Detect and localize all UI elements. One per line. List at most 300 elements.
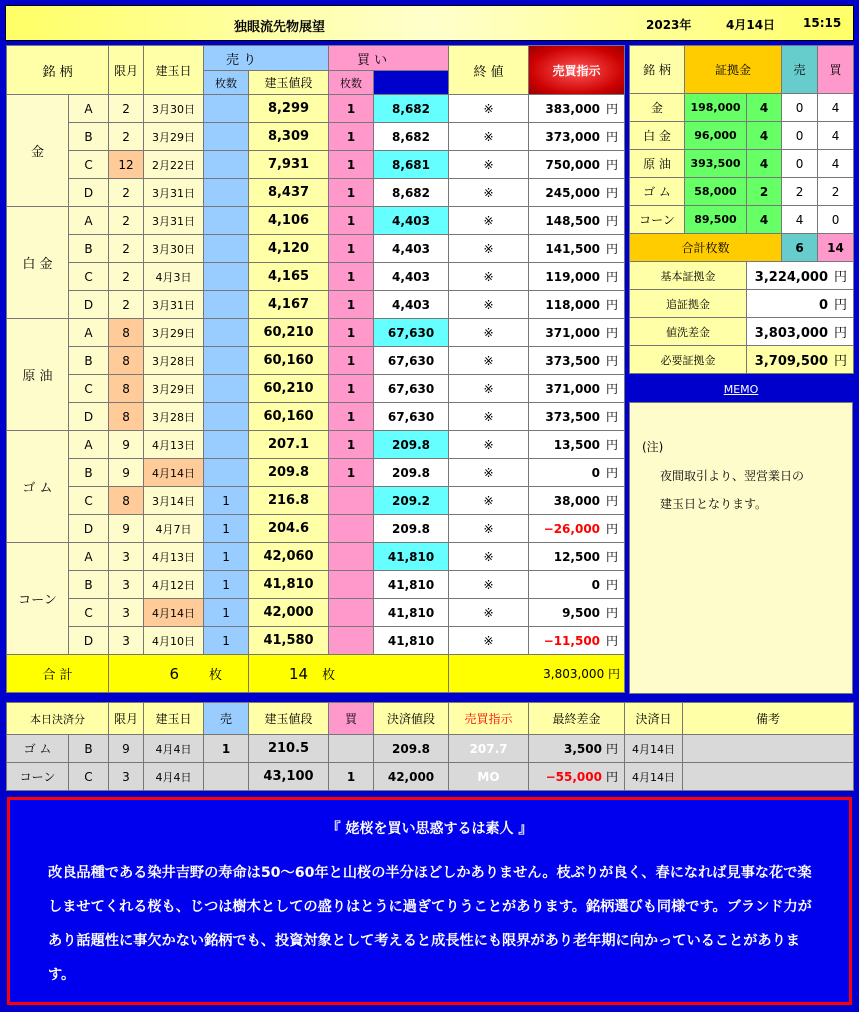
valuation-diff (529, 459, 625, 487)
buy-count: 1 (329, 459, 374, 487)
contract-month: 8 (109, 403, 144, 431)
settle-close: 42,000 (374, 763, 449, 791)
margin-multiplier: 4 (747, 94, 782, 122)
close-price: 67,630 (374, 319, 449, 347)
entry-date: 3月28日 (144, 347, 204, 375)
header-date: 4月14日 (726, 18, 776, 32)
close-price: 41,810 (374, 571, 449, 599)
entry-price: 8,299 (249, 95, 329, 123)
settle-final-value: −55,000 (545, 770, 602, 784)
entry-price: 4,165 (249, 263, 329, 291)
contract-month: 8 (109, 347, 144, 375)
entry-price: 4,106 (249, 207, 329, 235)
trade-instruction[interactable]: ※ (449, 95, 529, 123)
trade-instruction[interactable]: ※ (449, 123, 529, 151)
buy-count (329, 487, 374, 515)
valuation-value: 9,500 (562, 606, 601, 620)
margin-multiplier: 2 (747, 178, 782, 206)
valuation-diff (529, 151, 625, 179)
valuation-diff (529, 235, 625, 263)
position-row (7, 375, 625, 403)
entry-price: 4,167 (249, 291, 329, 319)
yen-unit: 円 (606, 270, 619, 284)
yen-unit: 円 (606, 214, 619, 228)
entry-date: 3月31日 (144, 291, 204, 319)
margin-amount: 393,500 (685, 150, 747, 178)
close-price: 4,403 (374, 263, 449, 291)
entry-price: 216.8 (249, 487, 329, 515)
margin-amount: 58,000 (685, 178, 747, 206)
buy-count: 1 (329, 151, 374, 179)
buy-count: 1 (329, 207, 374, 235)
valuation-diff (529, 207, 625, 235)
col-buy-count: 枚数 (329, 71, 374, 95)
settlement-row (7, 735, 854, 763)
contract-month: 12 (109, 151, 144, 179)
entry-date: 4月13日 (144, 543, 204, 571)
entry-price: 60,160 (249, 347, 329, 375)
summary-value (747, 262, 854, 290)
sell-count (204, 375, 249, 403)
sell-count (204, 235, 249, 263)
sell-count: 1 (204, 599, 249, 627)
contract-month: 2 (109, 207, 144, 235)
commodity-name: 金 (7, 95, 69, 207)
contract-month: 2 (109, 123, 144, 151)
close-price: 41,810 (374, 599, 449, 627)
settle-buy (329, 735, 374, 763)
close-price: 67,630 (374, 375, 449, 403)
sell-count (204, 347, 249, 375)
settle-month: 9 (109, 735, 144, 763)
margin-row (630, 150, 854, 178)
margin-sell: 4 (782, 206, 818, 234)
trade-instruction[interactable]: ※ (449, 235, 529, 263)
yen-unit: 円 (606, 298, 619, 312)
entry-date: 4月12日 (144, 571, 204, 599)
header-bar (5, 5, 854, 41)
contract-month: 2 (109, 291, 144, 319)
margin-commodity: 原 油 (630, 150, 685, 178)
entry-price: 209.8 (249, 459, 329, 487)
position-row (7, 263, 625, 291)
sell-count: 1 (204, 515, 249, 543)
page-title: 独眼流先物展望 (234, 20, 326, 35)
summary-amount: 3,224,000 (754, 270, 828, 285)
margin-commodity: コーン (630, 206, 685, 234)
buy-count: 1 (329, 403, 374, 431)
col-brand: 銘 柄 (7, 46, 109, 95)
position-row (7, 571, 625, 599)
position-row (7, 403, 625, 431)
summary-row (630, 290, 854, 318)
position-row (7, 347, 625, 375)
contract-letter: D (69, 291, 109, 319)
valuation-diff (529, 543, 625, 571)
summary-amount: 3,709,500 (754, 354, 828, 369)
entry-price: 8,309 (249, 123, 329, 151)
entry-price: 42,060 (249, 543, 329, 571)
trade-instruction[interactable]: ※ (449, 207, 529, 235)
entry-price: 41,580 (249, 627, 329, 655)
sell-count (204, 291, 249, 319)
close-price: 4,403 (374, 207, 449, 235)
trade-instruction[interactable]: ※ (449, 375, 529, 403)
yen-unit: 円 (606, 606, 619, 620)
trade-instruction[interactable]: ※ (449, 151, 529, 179)
valuation-value: 141,500 (545, 242, 601, 256)
trade-instruction[interactable]: ※ (449, 319, 529, 347)
contract-month: 8 (109, 319, 144, 347)
sell-count (204, 319, 249, 347)
entry-date: 3月28日 (144, 403, 204, 431)
valuation-value: 373,500 (545, 410, 601, 424)
trade-instruction[interactable]: ※ (449, 627, 529, 655)
valuation-diff (529, 179, 625, 207)
memo-line2: 建玉日となります。 (660, 497, 768, 511)
trade-instruction[interactable]: ※ (449, 543, 529, 571)
trade-instruction[interactable]: ※ (449, 459, 529, 487)
summary-row (630, 318, 854, 346)
contract-month: 3 (109, 571, 144, 599)
close-price: 41,810 (374, 543, 449, 571)
memo-note: (注) (642, 440, 664, 454)
margin-buy: 2 (818, 178, 854, 206)
valuation-diff (529, 291, 625, 319)
contract-letter: A (69, 207, 109, 235)
contract-letter: D (69, 515, 109, 543)
buy-count: 1 (329, 235, 374, 263)
valuation-diff (529, 347, 625, 375)
commodity-name: コーン (7, 543, 69, 655)
position-row (7, 179, 625, 207)
col-close: 終 値 (449, 46, 529, 95)
trade-instruction[interactable]: ※ (449, 403, 529, 431)
close-price: 8,682 (374, 95, 449, 123)
margin-row (630, 122, 854, 150)
contract-month: 9 (109, 431, 144, 459)
position-row (7, 319, 625, 347)
col-date: 建玉日 (144, 46, 204, 95)
yen-unit: 円 (606, 158, 619, 172)
entry-date: 3月31日 (144, 179, 204, 207)
total-sell: 6 枚 (109, 655, 249, 693)
close-price: 67,630 (374, 403, 449, 431)
contract-letter: C (69, 375, 109, 403)
contract-month: 2 (109, 179, 144, 207)
sell-count (204, 123, 249, 151)
contract-letter: B (69, 571, 109, 599)
close-price: 209.8 (374, 431, 449, 459)
col-month: 限月 (109, 46, 144, 95)
close-price: 209.8 (374, 515, 449, 543)
trade-instruction[interactable]: ※ (449, 431, 529, 459)
entry-price: 4,120 (249, 235, 329, 263)
entry-price: 8,437 (249, 179, 329, 207)
contract-letter: A (69, 543, 109, 571)
margin-commodity: 白 金 (630, 122, 685, 150)
margin-total-sell: 6 (782, 234, 818, 262)
contract-letter: B (69, 459, 109, 487)
sell-count (204, 459, 249, 487)
entry-date: 4月10日 (144, 627, 204, 655)
margin-multiplier: 4 (747, 122, 782, 150)
yen-unit: 円 (606, 634, 619, 648)
buy-count: 1 (329, 291, 374, 319)
contract-letter: C (69, 263, 109, 291)
close-price: 209.2 (374, 487, 449, 515)
position-row (7, 487, 625, 515)
position-row (7, 459, 625, 487)
settle-price: 43,100 (249, 763, 329, 791)
sell-count (204, 151, 249, 179)
position-row (7, 123, 625, 151)
contract-month: 8 (109, 487, 144, 515)
yen-unit: 円 (606, 326, 619, 340)
memo-box (629, 402, 853, 694)
valuation-value: 148,500 (545, 214, 601, 228)
summary-row (630, 346, 854, 374)
settle-col-month: 限月 (109, 703, 144, 735)
sell-count (204, 179, 249, 207)
close-price: 4,403 (374, 291, 449, 319)
valuation-diff (529, 263, 625, 291)
valuation-value: 383,000 (545, 102, 601, 116)
margin-commodity: 金 (630, 94, 685, 122)
close-price: 8,682 (374, 123, 449, 151)
settle-close-date: 4月14日 (625, 735, 683, 763)
header-year: 2023年 (646, 18, 692, 32)
position-row (7, 515, 625, 543)
contract-letter: B (69, 123, 109, 151)
settle-final (529, 763, 625, 791)
yen-unit: 円 (834, 270, 848, 285)
settlement-row (7, 763, 854, 791)
settle-col-buy: 買 (329, 703, 374, 735)
trade-instruction[interactable]: ※ (449, 179, 529, 207)
positions-table (6, 45, 625, 693)
yen-unit: 円 (606, 438, 619, 452)
yen-unit: 円 (606, 578, 619, 592)
summary-value (747, 346, 854, 374)
entry-date: 3月29日 (144, 375, 204, 403)
trade-instruction[interactable]: ※ (449, 263, 529, 291)
summary-amount: 0 (818, 298, 828, 313)
settle-instruction: MO (449, 763, 529, 791)
trade-instruction[interactable]: ※ (449, 599, 529, 627)
memo-link[interactable]: MEMO (723, 383, 759, 396)
settle-letter: B (69, 735, 109, 763)
close-price: 67,630 (374, 347, 449, 375)
margin-sell: 0 (782, 150, 818, 178)
valuation-value: 13,500 (553, 438, 601, 452)
margin-buy: 0 (818, 206, 854, 234)
valuation-value: 373,500 (545, 354, 601, 368)
settle-col-label: 本日決済分 (7, 703, 109, 735)
contract-month: 8 (109, 375, 144, 403)
valuation-value: 12,500 (553, 550, 601, 564)
close-price: 209.8 (374, 459, 449, 487)
entry-date: 3月30日 (144, 95, 204, 123)
buy-count (329, 599, 374, 627)
margin-amount: 96,000 (685, 122, 747, 150)
valuation-value: 0 (591, 466, 601, 480)
yen-unit: 円 (606, 242, 619, 256)
contract-letter: A (69, 95, 109, 123)
buy-count: 1 (329, 263, 374, 291)
valuation-diff (529, 627, 625, 655)
summary-value (747, 290, 854, 318)
entry-price: 207.1 (249, 431, 329, 459)
entry-price: 41,810 (249, 571, 329, 599)
entry-price: 42,000 (249, 599, 329, 627)
position-row (7, 151, 625, 179)
buy-count: 1 (329, 319, 374, 347)
column-box (7, 797, 852, 1005)
contract-letter: C (69, 487, 109, 515)
close-price: 8,681 (374, 151, 449, 179)
trade-instruction[interactable]: ※ (449, 347, 529, 375)
valuation-value: 750,000 (545, 158, 601, 172)
yen-unit: 円 (606, 382, 619, 396)
contract-month: 2 (109, 95, 144, 123)
margin-buy: 4 (818, 150, 854, 178)
yen-unit: 円 (606, 494, 619, 508)
trade-instruction[interactable]: ※ (449, 515, 529, 543)
header-time: 15:15 (803, 16, 842, 30)
settle-month: 3 (109, 763, 144, 791)
settle-letter: C (69, 763, 109, 791)
entry-date: 3月14日 (144, 487, 204, 515)
settle-instruction: 207.7 (449, 735, 529, 763)
column-body: 改良品種である染井吉野の寿命は50〜60年と山桜の半分ほどしかありません。枝ぶりが良く、春になれば見事な花で楽しませてくれる桜も、じつは樹木としての盛りはとうに過ぎてりうことがあります。銘柄選びも同様です。ブランド力があり話題性に事欠かない銘柄でも、投資対象として考えると成長性にも限界があり老年期に向かっていることがあります。 (48, 865, 812, 983)
summary-label: 値洗差金 (630, 318, 747, 346)
contract-letter: A (69, 431, 109, 459)
settle-close: 209.8 (374, 735, 449, 763)
valuation-diff (529, 123, 625, 151)
buy-count: 1 (329, 95, 374, 123)
position-row (7, 95, 625, 123)
contract-letter: B (69, 235, 109, 263)
valuation-value: 118,000 (545, 298, 601, 312)
position-row (7, 543, 625, 571)
yen-unit: 円 (606, 466, 619, 480)
margin-total-label: 合計枚数 (630, 234, 782, 262)
margin-table (629, 45, 854, 374)
contract-letter: C (69, 599, 109, 627)
valuation-diff (529, 319, 625, 347)
entry-date: 4月3日 (144, 263, 204, 291)
valuation-diff (529, 431, 625, 459)
position-row (7, 291, 625, 319)
entry-date: 3月29日 (144, 319, 204, 347)
contract-letter: D (69, 627, 109, 655)
margin-multiplier: 4 (747, 150, 782, 178)
column-title: 『 姥桜を買い思惑するは素人 』 (326, 821, 533, 837)
valuation-value: 245,000 (545, 186, 601, 200)
buy-count (329, 627, 374, 655)
yen-unit: 円 (605, 770, 618, 784)
trade-instruction[interactable]: ※ (449, 487, 529, 515)
margin-amount: 89,500 (685, 206, 747, 234)
contract-month: 9 (109, 515, 144, 543)
valuation-value: −26,000 (543, 522, 601, 536)
entry-price: 60,210 (249, 375, 329, 403)
sell-count (204, 431, 249, 459)
valuation-diff (529, 487, 625, 515)
summary-label: 追証拠金 (630, 290, 747, 318)
valuation-value: 0 (591, 578, 601, 592)
buy-count: 1 (329, 179, 374, 207)
entry-date: 4月14日 (144, 459, 204, 487)
settle-col-note: 備考 (683, 703, 854, 735)
settle-final-value: 3,500 (564, 742, 602, 756)
margin-sell: 2 (782, 178, 818, 206)
valuation-value: 371,000 (545, 382, 601, 396)
sell-count (204, 207, 249, 235)
yen-unit: 円 (606, 354, 619, 368)
buy-count (329, 515, 374, 543)
memo-line1: 夜間取引より、翌営業日の (660, 469, 805, 483)
buy-count (329, 571, 374, 599)
contract-month: 2 (109, 263, 144, 291)
trade-instruction[interactable]: ※ (449, 571, 529, 599)
margin-total-buy: 14 (818, 234, 854, 262)
close-price: 4,403 (374, 235, 449, 263)
trade-instruction[interactable]: ※ (449, 291, 529, 319)
yen-unit: 円 (605, 742, 618, 756)
position-row (7, 235, 625, 263)
settle-col-price: 建玉値段 (249, 703, 329, 735)
settle-date: 4月4日 (144, 735, 204, 763)
position-row (7, 627, 625, 655)
valuation-diff (529, 571, 625, 599)
margin-amount: 198,000 (685, 94, 747, 122)
entry-price: 204.6 (249, 515, 329, 543)
commodity-name: 白 金 (7, 207, 69, 319)
entry-date: 4月7日 (144, 515, 204, 543)
summary-label: 必要証拠金 (630, 346, 747, 374)
entry-date: 3月31日 (144, 207, 204, 235)
commodity-name: 原 油 (7, 319, 69, 431)
total-valuation: 3,803,000 円 (449, 655, 625, 693)
buy-count: 1 (329, 123, 374, 151)
sell-count: 1 (204, 487, 249, 515)
contract-month: 3 (109, 543, 144, 571)
yen-unit: 円 (834, 354, 848, 369)
col-sell: 売 り (204, 46, 329, 71)
trade-instruction-button[interactable]: 売買指示 (529, 46, 625, 95)
sell-count: 1 (204, 627, 249, 655)
settle-sell: 1 (204, 735, 249, 763)
valuation-value: 371,000 (545, 326, 601, 340)
summary-row (630, 262, 854, 290)
yen-unit: 円 (834, 298, 848, 313)
margin-sell: 0 (782, 94, 818, 122)
contract-letter: C (69, 151, 109, 179)
margin-commodity: ゴ ム (630, 178, 685, 206)
position-row (7, 207, 625, 235)
settle-final (529, 735, 625, 763)
entry-price: 60,160 (249, 403, 329, 431)
valuation-value: −11,500 (543, 634, 601, 648)
settle-close-date: 4月14日 (625, 763, 683, 791)
contract-month: 3 (109, 627, 144, 655)
contract-month: 3 (109, 599, 144, 627)
settle-remarks (683, 763, 854, 791)
entry-date: 4月13日 (144, 431, 204, 459)
summary-amount: 3,803,000 (754, 326, 828, 341)
